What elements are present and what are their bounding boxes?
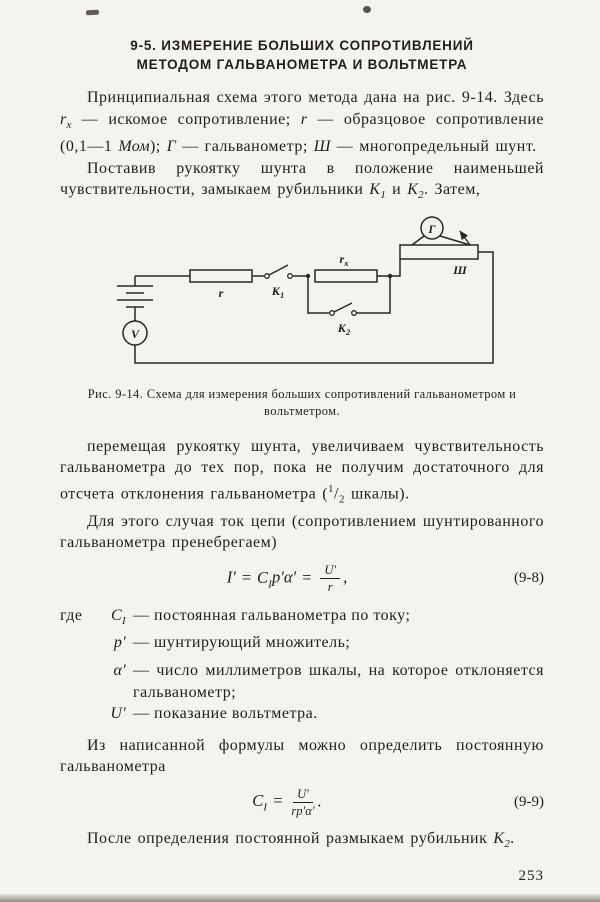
page-number: 253 xyxy=(518,868,544,885)
wires xyxy=(135,252,493,363)
var-k1: $К_1$ xyxy=(369,181,387,202)
text-run: . Затем, xyxy=(423,181,481,199)
resistor-r-symbol xyxy=(190,270,252,300)
var-galvanometer: Г xyxy=(166,138,177,156)
galvanometer-symbol xyxy=(412,217,470,245)
text-run: — образцовое сопротивление (0,1—1 xyxy=(60,110,544,156)
term-alpha-prime: α′ xyxy=(113,662,126,680)
switch-k1-label: $К_1$ xyxy=(271,283,285,300)
text-run: ); xyxy=(149,138,167,156)
definition-row xyxy=(60,660,544,703)
text-run: шкалы). xyxy=(344,485,410,503)
switch-k2-symbol xyxy=(330,303,357,337)
text-run: перемещая рукоятку шунта, увеличиваем чувствительность гальванометра до тех пор, пока не получим достаточного для отсчета отклонения гальванометра ( xyxy=(60,437,544,503)
equation-9-8-expression xyxy=(60,563,514,595)
term-p-prime: p′ xyxy=(113,634,126,652)
var-k2: $К_2$ xyxy=(407,181,424,202)
voltmeter-symbol xyxy=(123,321,147,345)
shunt-symbol xyxy=(400,231,478,277)
paragraph-final xyxy=(60,828,544,856)
var-k2: $К_2$ xyxy=(493,830,511,851)
paragraph-intro xyxy=(60,87,544,158)
comma: , xyxy=(343,567,348,587)
fraction-numerator: 1 xyxy=(328,482,335,495)
definition-text: — показание вольтметра. xyxy=(133,705,318,723)
equation-9-9-expression xyxy=(60,787,514,819)
text-run: — многопредельный шунт. xyxy=(330,138,537,156)
term-ci: $C_I$ xyxy=(111,606,126,627)
resistor-rx-label: $r_x$ xyxy=(339,251,349,268)
section-heading-line1: 9-5. ИЗМЕРЕНИЕ БОЛЬШИХ СОПРОТИВЛЕНИЙ xyxy=(130,38,474,53)
scan-edge-shadow xyxy=(0,894,600,902)
text-run: — гальванометр; xyxy=(176,138,314,156)
resistor-rx-symbol xyxy=(315,252,377,282)
period: . xyxy=(317,791,322,811)
definition-text: — постоянная гальванометра по току; xyxy=(133,606,411,624)
var-ci: $C_I$ xyxy=(252,791,268,814)
battery-symbol xyxy=(117,286,153,307)
switch-k2-label: $К_2$ xyxy=(337,320,351,337)
var-i-prime: I′ xyxy=(226,567,236,587)
figure-caption: Рис. 9-14. Схема для измерения больших сопротивлений гальванометром и вольтметром. xyxy=(87,386,517,418)
symbol-definitions xyxy=(60,605,544,731)
shunt-label: Ш xyxy=(453,262,467,277)
fraction: $\frac{U'}{r}$ xyxy=(320,563,340,595)
voltmeter-label: V xyxy=(130,326,140,341)
var-rx: $r_x$ xyxy=(60,110,72,131)
text-run: и xyxy=(386,181,408,199)
var-r: r xyxy=(300,110,308,128)
circuit-diagram xyxy=(60,215,545,383)
switch-k1-symbol xyxy=(265,265,293,300)
paragraph-sensitivity xyxy=(60,436,544,511)
unit-mom: Мом xyxy=(118,138,150,156)
where-word: где xyxy=(60,606,83,624)
text-run: После определения постоянной размыкаем рубильник xyxy=(87,830,494,848)
definition-text: — число миллиметров шкалы, на которое отклоняется гальванометр; xyxy=(133,662,544,701)
definition-row xyxy=(60,703,544,731)
circuit-figure xyxy=(60,215,544,420)
paragraph-derive: Из написанной формулы можно определить постоянную гальванометра xyxy=(60,736,544,776)
equation-9-8 xyxy=(60,563,544,595)
equation-9-8-number: (9-8) xyxy=(514,570,544,587)
var-factors: p′α′ xyxy=(272,567,297,587)
equals-sign: = xyxy=(301,567,313,587)
var-ci: $C_I$ xyxy=(257,567,273,590)
definition-row xyxy=(60,605,544,633)
fraction-slash: / xyxy=(334,485,339,503)
section-heading-line2: МЕТОДОМ ГАЛЬВАНОМЕТРА И ВОЛЬТМЕТРА xyxy=(136,57,468,72)
resistor-r-label: r xyxy=(218,285,224,300)
text-run: . xyxy=(510,830,515,848)
definition-text: — шунтирующий множитель; xyxy=(133,634,351,652)
definition-row xyxy=(60,632,544,660)
equals-sign: = xyxy=(272,791,284,811)
var-shunt: Ш xyxy=(313,138,331,156)
galvanometer-label: Г xyxy=(428,221,436,236)
equals-sign: = xyxy=(240,567,253,587)
fraction: $\frac{U'}{rp'\alpha'}$ xyxy=(291,786,315,819)
fraction-denominator: 2 xyxy=(338,493,345,506)
term-u-prime: U′ xyxy=(110,705,126,723)
text-run: Принципиальная схема этого метода дана на рис. 9-14. Здесь xyxy=(87,89,544,106)
text-run: — искомое сопротивление; xyxy=(71,110,301,128)
paragraph-setup xyxy=(60,158,544,207)
paragraph-current: Для этого случая ток цепи (сопротивлением шунтированного гальванометра пренебрегаем) xyxy=(60,512,544,552)
text-run: Поставив рукоятку шунта в положение наименьшей чувствительности, замыкаем рубильники xyxy=(60,159,544,199)
equation-9-9 xyxy=(60,787,544,819)
section-heading xyxy=(60,36,544,74)
equation-9-9-number: (9-9) xyxy=(514,794,544,811)
